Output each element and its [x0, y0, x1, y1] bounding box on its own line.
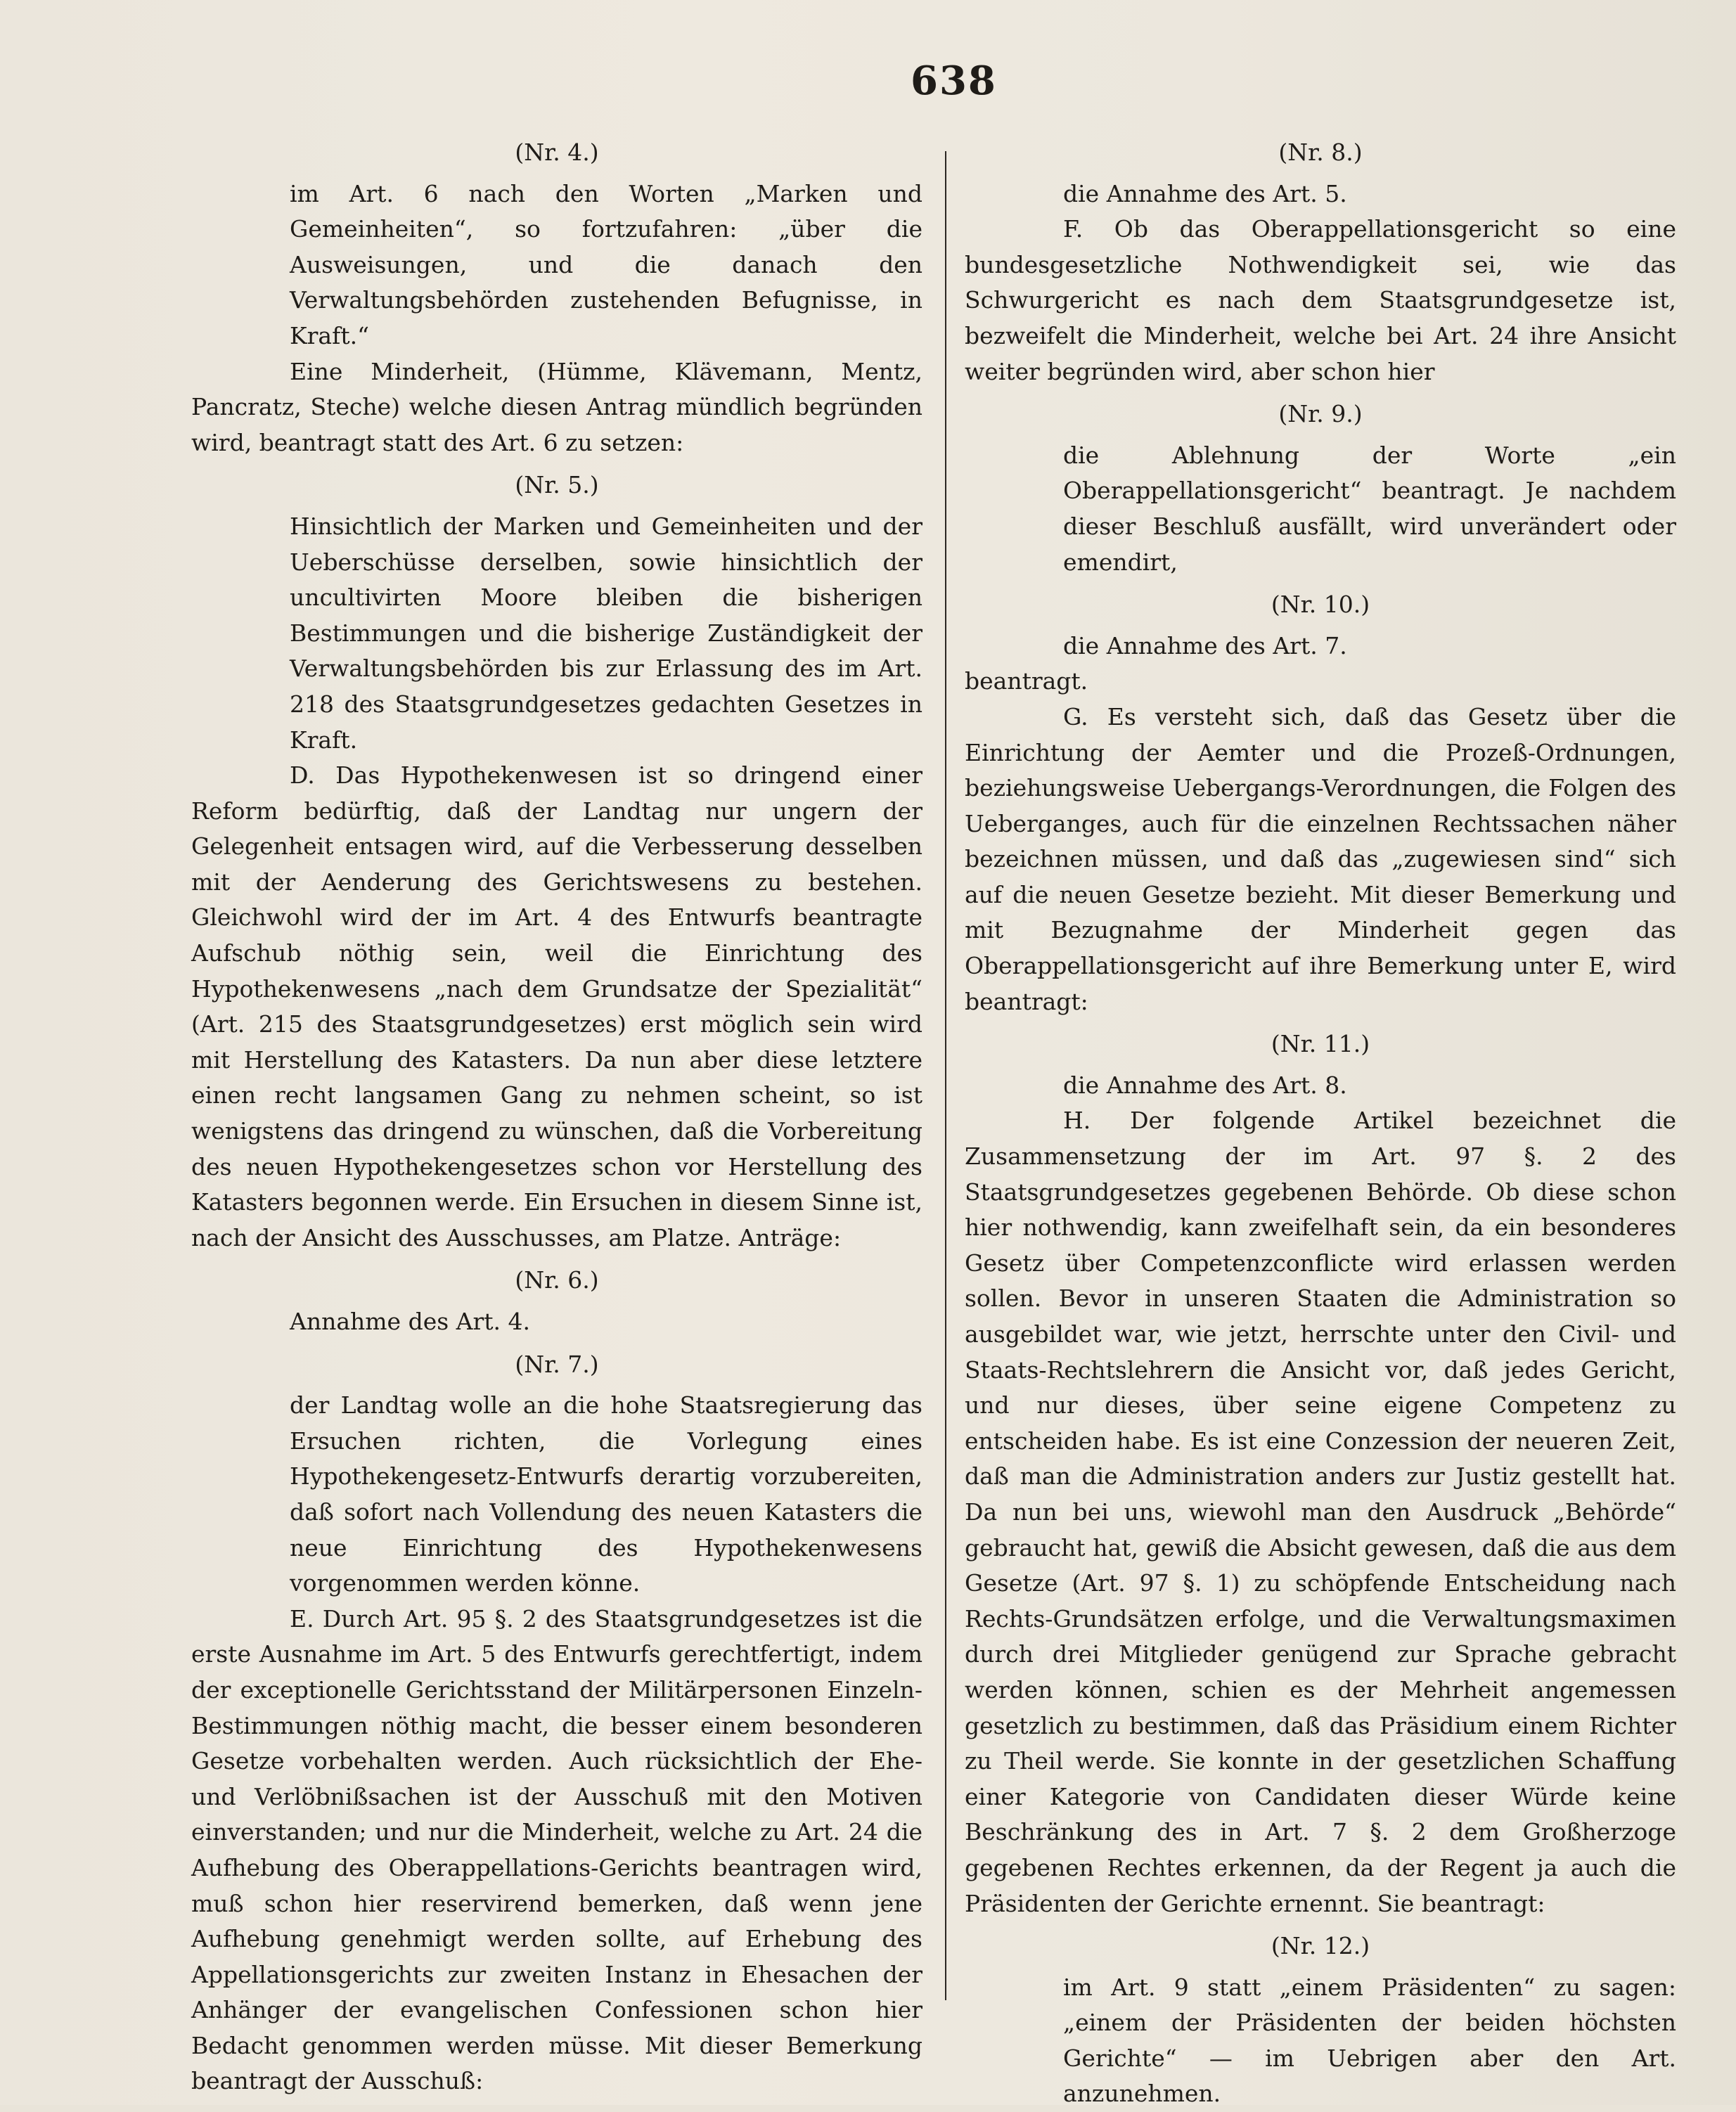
- motion-number: (Nr. 12.): [1271, 1932, 1370, 1960]
- paragraph: beantragt.: [965, 667, 1088, 695]
- right-column: [965, 128, 1676, 2112]
- paragraph: G. Es versteht sich, daß das Gesetz über die Einrichtung der Aemter und die Prozeß-Ordnungen, beziehungsweise Uebergangs-Verordnungen, die Folgen des Ueberganges, auch für die einzelnen Rechtssachen näher bezeichnen müssen, und daß das „zugewiesen sind“ sich auf die neuen Gesetze bezieht. Mit dieser Bemerkung und mit Bezugnahme der Minderheit gegen das Oberappellationsgericht auf ihre Bemerkung unter E, wird beantragt:: [965, 702, 1676, 1015]
- show-through-right: [1680, 134, 1736, 1751]
- motion-number: (Nr. 10.): [1271, 591, 1370, 619]
- paragraph: D. Das Hypothekenwesen ist so dringend einer Reform bedürftig, daß der Landtag nur ungern der Gelegenheit entsagen wird, auf die Verbesserung desselben mit der Aenderung des Gerichtswesens zu bestehen. Gleichwohl wird der im Art. 4 des Entwurfs beantragte Aufschub nöthig sein, weil die Einrichtung des Hypothekenwesens „nach dem Grundsatze der Spezialität“ (Art. 215 des Staatsgrundgesetzes) erst möglich sein wird mit Herstellung des Katasters. Da nun aber diese letztere einen recht langsamen Gang zu nehmen scheint, so ist wenigstens das dringend zu wünschen, daß die Vorbereitung des neuen Hypothekengesetzes schon vor Herstellung des Katasters begonnen werde. Ein Ersuchen in diesem Sinne ist, nach der Ansicht des Ausschusses, am Platze. Anträge:: [191, 761, 922, 1251]
- paragraph: E. Durch Art. 95 §. 2 des Staatsgrundgesetzes ist die erste Ausnahme im Art. 5 des Entwurfs gerechtfertigt, indem der exceptionelle Gerichtsstand der Militärpersonen Einzeln-Bestimmungen nöthig macht, die besser einem besonderen Gesetze vorbehalten werden. Auch rücksichtlich der Ehe- und Verlöbnißsachen ist der Ausschuß mit den Motiven einverstanden; und nur die Minderheit, welche zu Art. 24 die Aufhebung des Oberappellations-Gerichts beantragen wird, muß schon hier reservirend bemerken, daß wenn jene Aufhebung genehmigt werden sollte, auf Erhebung des Appellationsgerichts zur zweiten Instanz in Ehesachen der Anhänger der evangelischen Confessionen schon hier Bedacht genommen werden müsse. Mit dieser Bemerkung beantragt der Ausschuß:: [191, 1604, 922, 2095]
- motion-number: (Nr. 5.): [515, 471, 599, 499]
- paragraph: im Art. 9 statt „einem Präsidenten“ zu sagen: „einem der Präsidenten der beiden höchsten Gerichte“ — im Uebrigen aber den Art. anzunehmen.: [1063, 1973, 1676, 2108]
- paragraph: Annahme des Art. 4.: [290, 1308, 530, 1335]
- paragraph: die Annahme des Art. 7.: [1063, 631, 1347, 659]
- page-number: 638: [911, 58, 997, 104]
- paragraph: F. Ob das Oberappellationsgericht so eine bundesgesetzliche Nothwendigkeit sei, wie das Schwurgericht es nach dem Staatsgrundgesetze ist, bezweifelt die Minderheit, welche bei Art. 24 ihre Ansicht weiter begründen wird, aber schon hier: [965, 215, 1676, 385]
- paragraph: die Ablehnung der Worte „ein Oberappellationsgericht“ beantragt. Je nachdem dieser Beschluß ausfällt, wird unverändert oder emendirt,: [1063, 441, 1676, 576]
- paragraph: Hinsichtlich der Marken und Gemeinheiten und der Ueberschüsse derselben, sowie hinsichtlich der uncultivirten Moore bleiben die bisherigen Bestimmungen und die bisherige Zuständigkeit der Verwaltungsbehörden bis zur Erlassung des im Art. 218 des Staatsgrundgesetzes gedachten Gesetzes in Kraft.: [290, 512, 922, 754]
- paragraph: der Landtag wolle an die hohe Staatsregierung das Ersuchen richten, die Vorlegung eines Hypothekengesetz-Entwurfs derartig vorzubereiten, daß sofort nach Vollendung des neuen Katasters die neue Einrichtung des Hypothekenwesens vorgenommen werden könne.: [290, 1391, 922, 1597]
- show-through-left: [0, 134, 183, 1188]
- column-divider: [945, 151, 946, 2000]
- motion-number: (Nr. 9.): [1278, 400, 1363, 428]
- paragraph: im Art. 6 nach den Worten „Marken und Gemeinheiten“, so fortzufahren: „über die Ausweisungen, und die danach den Verwaltungsbehörden zustehenden Befugnisse, in Kraft.“: [290, 179, 922, 349]
- motion-number: (Nr. 11.): [1271, 1030, 1370, 1058]
- motion-number: (Nr. 6.): [515, 1266, 599, 1294]
- motion-number: (Nr. 4.): [515, 139, 599, 166]
- left-column: [191, 128, 922, 2099]
- paragraph: die Annahme des Art. 8.: [1063, 1071, 1347, 1099]
- paragraph: H. Der folgende Artikel bezeichnet die Zusammensetzung der im Art. 97 §. 2 des Staatsgrundgesetzes gegebenen Behörde. Ob diese schon hier nothwendig, kann zweifelhaft sein, da ein besonderes Gesetz über Competenzconflicte wird erlassen werden sollen. Bevor in unseren Staaten die Administration so ausgebildet war, wie jetzt, herrschte unter den Civil- und Staats-Rechtslehrern die Ansicht vor, daß jedes Gericht, und nur dieses, über seine eigene Competenz zu entscheiden habe. Es ist eine Conzession der neueren Zeit, daß man die Administration anders zur Justiz gestellt hat. Da nun bei uns, wiewohl man den Ausdruck „Behörde“ gebraucht hat, gewiß die Absicht gewesen, daß die aus dem Gesetze (Art. 97 §. 1) zu schöpfende Entscheidung nach Rechts-Grundsätzen erfolge, und die Verwaltungsmaximen durch drei Mitglieder genügend zur Sprache gebracht werden können, schien es der Mehrheit angemessen gesetzlich zu bestimmen, daß das Präsidium einem Richter zu Theil werde. Sie konnte in der gesetzlichen Schaffung einer Kategorie von Candidaten dieser Würde keine Beschränkung des in Art. 7 §. 2 dem Großherzoge gegebenen Rechtes erkennen, da der Regent ja auch die Präsidenten der Gerichte ernennt. Sie beantragt:: [965, 1107, 1676, 1917]
- motion-number: (Nr. 7.): [515, 1350, 599, 1378]
- paragraph: Eine Minderheit, (Hümme, Klävemann, Mentz, Pancratz, Steche) welche diesen Antrag mündlich begründen wird, beantragt statt des Art. 6 zu setzen:: [191, 357, 922, 456]
- paragraph: die Annahme des Art. 5.: [1063, 179, 1347, 207]
- motion-number: (Nr. 8.): [1278, 139, 1363, 166]
